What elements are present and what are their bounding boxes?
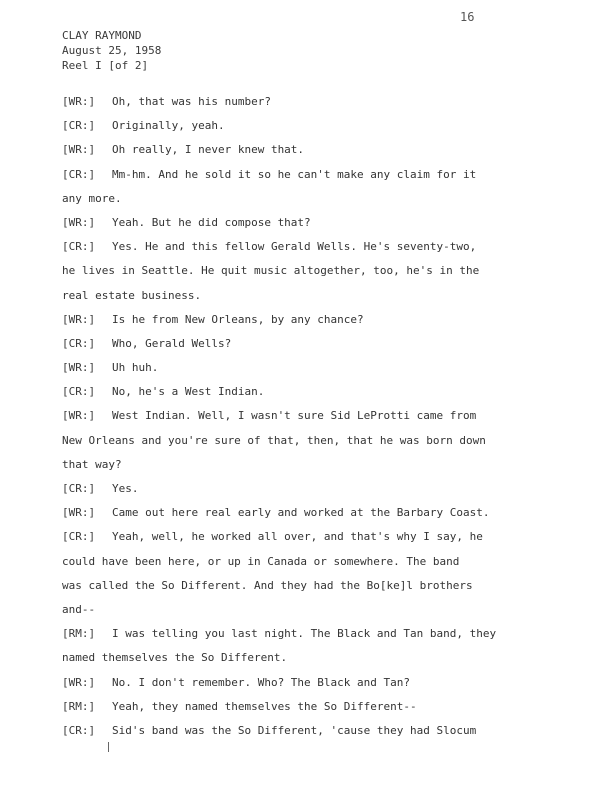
transcript-text: I was telling you last night. The Black and Tan band, they <box>112 627 497 641</box>
transcript-body <box>62 90 552 743</box>
transcript-text: any more. <box>62 191 122 205</box>
speaker-initials: [ WR :] <box>62 671 112 695</box>
transcript-line <box>62 525 552 549</box>
transcript-text: Mm-hm. And he sold it so he can't make any claim for it <box>112 167 477 181</box>
transcript-line <box>62 380 552 404</box>
transcript-line <box>62 284 552 308</box>
transcript-line <box>62 719 552 743</box>
transcript-text: Oh really, I never knew that. <box>112 143 305 157</box>
transcript-line <box>62 622 552 646</box>
transcript-text: West Indian. Well, I wasn't sure Sid LeProtti came from <box>112 409 477 423</box>
transcript-text: No. I don't remember. Who? The Black and Tan? <box>112 675 411 689</box>
transcript-line <box>62 308 552 332</box>
speaker-initials: [ RM :] <box>62 622 112 646</box>
speaker-initials: [ WR :] <box>62 138 112 162</box>
transcript-text: Came out here real early and worked at the Barbary Coast. <box>112 506 490 520</box>
speaker-initials: [ CR :] <box>62 235 112 259</box>
speaker-initials: [ CR :] <box>62 163 112 187</box>
transcript-text: Yeah, well, he worked all over, and that's why I say, he <box>112 530 483 544</box>
speaker-initials: [ WR :] <box>62 501 112 525</box>
transcript-line <box>62 90 552 114</box>
transcript-line <box>62 646 552 670</box>
speaker-initials: [ CR :] <box>62 332 112 356</box>
transcript-text: real estate business. <box>62 288 202 302</box>
speaker-initials: [ RM :] <box>62 695 112 719</box>
transcript-line <box>62 671 552 695</box>
transcript-text: Originally, yeah. <box>112 119 225 133</box>
transcript-text: No, he's a West Indian. <box>112 385 265 399</box>
transcript-text: New Orleans and you're sure of that, then, that he was born down <box>62 433 486 447</box>
transcript-text: named themselves the So Different. <box>62 651 288 665</box>
transcript-line <box>62 574 552 598</box>
transcript-line <box>62 235 552 259</box>
transcript-text: Uh huh. <box>112 361 159 375</box>
transcript-line <box>62 259 552 283</box>
speaker-initials: [ CR :] <box>62 477 112 501</box>
interview-date: August 25, 1958 <box>62 44 162 57</box>
transcript-line <box>62 598 552 622</box>
transcript-line <box>62 429 552 453</box>
page-mark <box>108 742 109 752</box>
document-header <box>62 28 161 73</box>
transcript-line <box>62 332 552 356</box>
speaker-initials: [ CR :] <box>62 525 112 549</box>
speaker-initials: [ CR :] <box>62 380 112 404</box>
transcript-line <box>62 695 552 719</box>
transcript-line <box>62 453 552 477</box>
speaker-initials: [ CR :] <box>62 719 112 743</box>
speaker-initials: [ WR :] <box>62 356 112 380</box>
transcript-text: Yes. <box>112 482 139 495</box>
transcript-line <box>62 356 552 380</box>
transcript-text: Is he from New Orleans, by any chance? <box>112 312 364 326</box>
reel-label: Reel I [of 2] <box>62 59 149 72</box>
transcript-text: Who, Gerald Wells? <box>112 336 232 350</box>
transcript-text: and-- <box>62 602 96 616</box>
transcript-text: Yeah. But he did compose that? <box>112 215 311 229</box>
transcript-line <box>62 501 552 525</box>
transcript-line <box>62 114 552 138</box>
transcript-line <box>62 550 552 574</box>
transcript-line <box>62 404 552 428</box>
transcript-text: Yeah, they named themselves the So Different-- <box>112 699 417 713</box>
speaker-initials: [ WR :] <box>62 404 112 428</box>
speaker-initials: [ CR :] <box>62 114 112 138</box>
interviewee-name: CLAY RAYMOND <box>62 29 142 42</box>
speaker-initials: [ WR :] <box>62 90 112 114</box>
speaker-initials: [ WR :] <box>62 308 112 332</box>
transcript-line <box>62 187 552 211</box>
transcript-text: could have been here, or up in Canada or somewhere. The band <box>62 554 460 568</box>
transcript-line <box>62 477 552 501</box>
transcript-text: was called the So Different. And they had the Bo[ke]l brothers <box>62 578 473 592</box>
page-number: 16 <box>460 10 475 24</box>
transcript-line <box>62 163 552 187</box>
transcript-line <box>62 211 552 235</box>
transcript-text: Oh, that was his number? <box>112 95 271 108</box>
transcript-text: Sid's band was the So Different, 'cause they had Slocum <box>112 723 477 737</box>
transcript-text: he lives in Seattle. He quit music altogether, too, he's in the <box>62 264 480 278</box>
speaker-initials: [ WR :] <box>62 211 112 235</box>
transcript-text: Yes. He and this fellow Gerald Wells. He's seventy-two, <box>112 240 477 254</box>
transcript-text: that way? <box>62 457 122 471</box>
transcript-line <box>62 138 552 162</box>
